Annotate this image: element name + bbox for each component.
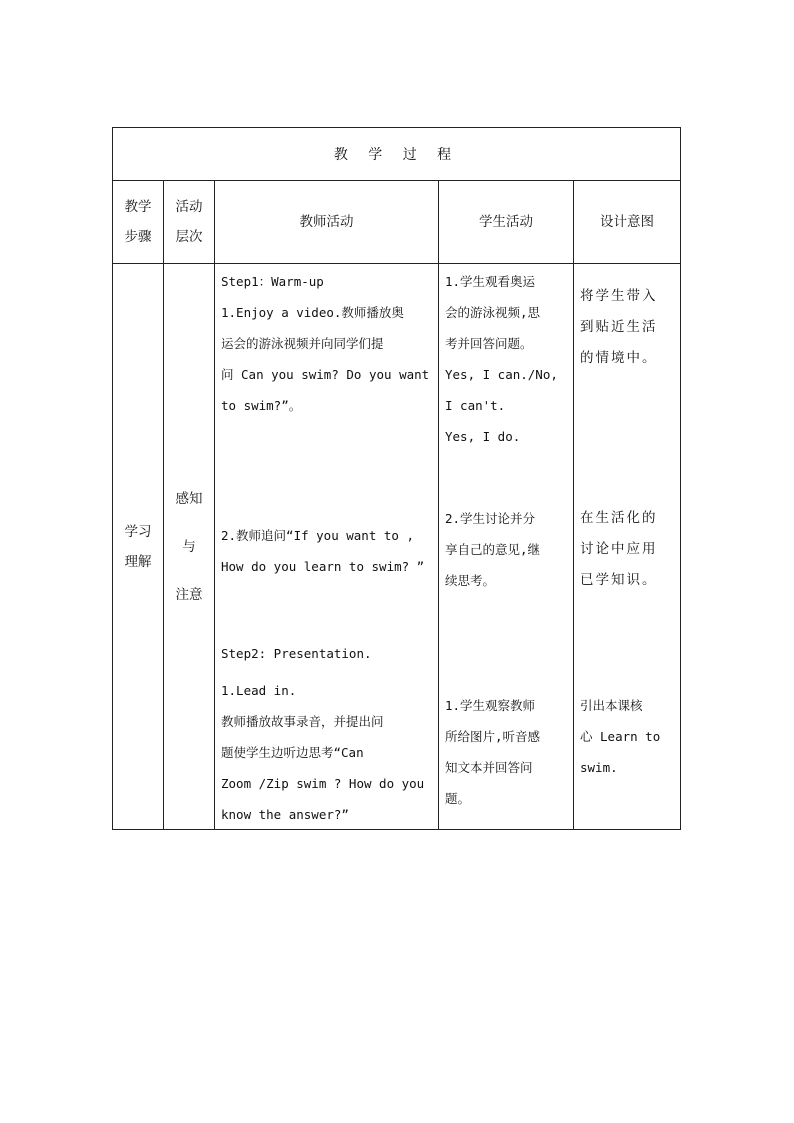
cell-teacher	[215, 264, 439, 830]
text-line: 会的游泳视频,思	[445, 305, 541, 320]
text-line: 心 Learn to	[580, 729, 661, 744]
cell-level	[164, 264, 215, 830]
header-student: 学生活动	[439, 181, 574, 264]
cell-student	[439, 264, 574, 830]
text-line: How do you learn to swim? ”	[221, 559, 425, 574]
level-line: 注意	[175, 586, 203, 603]
student-block-1	[445, 266, 569, 452]
level-line: 与	[182, 538, 196, 555]
header-level-line: 层次	[175, 229, 203, 245]
cell-step	[113, 264, 164, 830]
text-line: I can't.	[445, 398, 506, 413]
student-block-2	[445, 503, 569, 596]
text-line: 1.学生观察教师	[445, 698, 536, 713]
text-line: 考并回答问题。	[445, 336, 533, 351]
header-intent: 设计意图	[574, 181, 681, 264]
text-line: 2.学生讨论并分	[445, 511, 536, 526]
teacher-block-followup	[221, 520, 434, 582]
text-line: 问 Can you swim? Do you want	[221, 367, 430, 382]
text-line: 在生活化的	[580, 510, 658, 526]
text-line: 题。	[445, 791, 471, 806]
text-line: 的情境中。	[580, 350, 658, 366]
text-line: Zoom /Zip swim ? How do you	[221, 776, 425, 791]
text-line: 已学知识。	[580, 572, 658, 588]
text-line: Step2: Presentation.	[221, 646, 372, 661]
intent-block-1	[580, 281, 676, 374]
text-line: 所给图片,听音感	[445, 729, 541, 744]
text-line: know the answer?”	[221, 807, 349, 822]
level-line: 感知	[175, 490, 203, 507]
step-line: 理解	[124, 553, 152, 570]
step-line: 学习	[124, 523, 152, 540]
text-line: Yes, I can./No,	[445, 367, 558, 382]
teacher-block-presentation	[221, 638, 434, 830]
text-line: swim.	[580, 760, 618, 775]
text-line: 知文本并回答问	[445, 760, 533, 775]
text-line: 运会的游泳视频并向同学们提	[221, 336, 384, 351]
table-title: 教 学 过 程	[113, 128, 681, 181]
text-line: 1.学生观看奥运	[445, 274, 536, 289]
header-level	[164, 181, 215, 264]
text-line: 题使学生边听边思考“Can	[221, 745, 364, 760]
header-step-line: 教学	[124, 199, 152, 215]
text-line: 教师播放故事录音，并提出问	[221, 714, 384, 729]
header-step-line: 步骤	[124, 229, 152, 245]
header-level-line: 活动	[175, 199, 203, 215]
teaching-process-table	[112, 127, 681, 830]
text-line: 将学生带入	[580, 288, 658, 304]
text-line: 1.Enjoy a video.教师播放奥	[221, 305, 404, 320]
text-line: 引出本课核	[580, 698, 643, 713]
text-line: Step1：Warm-up	[221, 274, 324, 289]
text-line: to swim?”。	[221, 398, 302, 413]
cell-intent	[574, 264, 681, 830]
text-line: 享自己的意见,继	[445, 542, 541, 557]
header-teacher: 教师活动	[215, 181, 439, 264]
intent-block-2	[580, 503, 676, 596]
text-line: 1.Lead in.	[221, 683, 297, 698]
student-block-3	[445, 690, 569, 814]
text-line: 讨论中应用	[580, 541, 658, 557]
header-step	[113, 181, 164, 264]
text-line: 续思考。	[445, 573, 496, 588]
teacher-block-warmup	[221, 266, 434, 421]
text-line: Yes, I do.	[445, 429, 521, 444]
intent-block-3	[580, 690, 676, 783]
text-line: 到贴近生活	[580, 319, 658, 335]
text-line: 2.教师追问“If you want to ,	[221, 528, 414, 543]
